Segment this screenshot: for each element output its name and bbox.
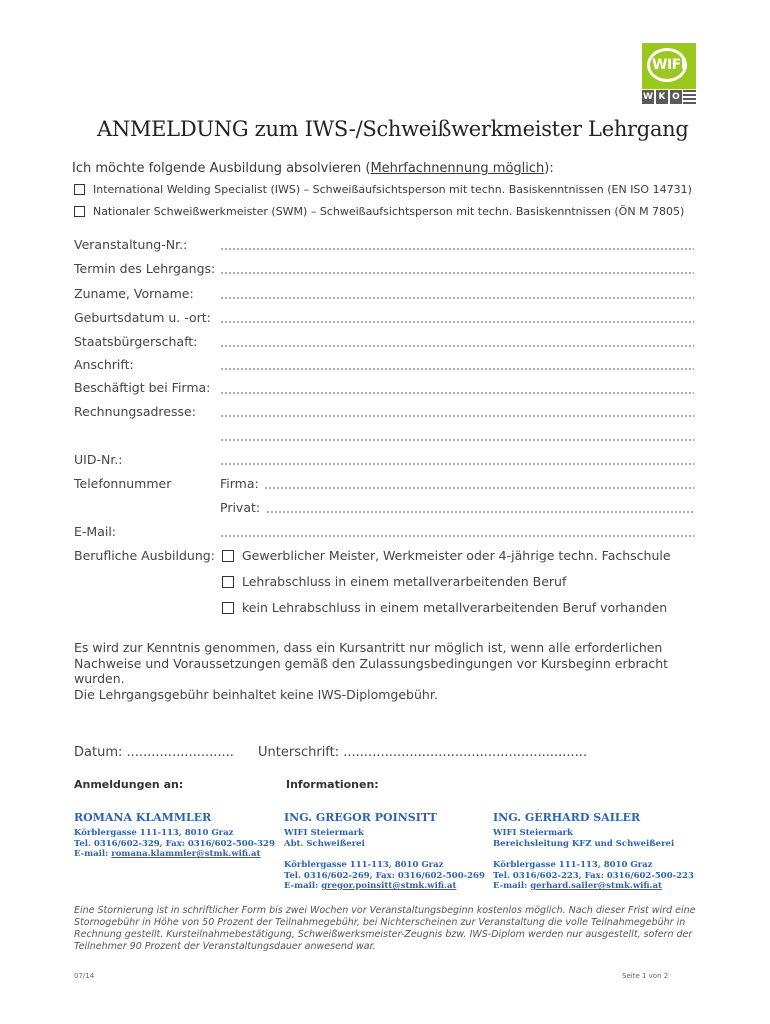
field-geburt[interactable] xyxy=(220,321,694,323)
footer-page-number: Seite 1 von 2 xyxy=(622,972,669,980)
field-name[interactable] xyxy=(220,297,694,299)
date-field[interactable]: Datum: .......................... xyxy=(74,745,234,760)
wifi-wko-logo xyxy=(642,43,696,105)
sailer-phone: Tel. 0316/602-223, Fax: 0316/602-500-223 xyxy=(493,870,694,881)
logo-letter-w: W xyxy=(643,92,653,102)
checkbox-kein[interactable] xyxy=(222,602,234,614)
field-termin[interactable] xyxy=(220,272,694,274)
label-tel-firma: Firma: xyxy=(220,476,259,491)
poinsitt-address: Körblergasse 111-113, 8010 Graz xyxy=(284,860,444,870)
logo-green-block xyxy=(642,43,696,89)
klammler-phone: Tel. 0316/602-329, Fax: 0316/602-500-329 xyxy=(74,838,275,849)
notice-line-2: Nachweise und Voraussetzungen gemäß den Zulassungsbedingungen vor Kursbeginn erbracht wurden. xyxy=(74,655,669,686)
informationen-header: Informationen: xyxy=(286,778,379,791)
intro-text xyxy=(72,161,554,176)
option-swm-label: Nationaler Schweißwerkmeister (SWM) – Schweißaufsichtsperson mit techn. Basiskenntnissen (ÖN M 7805) xyxy=(93,205,685,218)
anmeldungen-header: Anmeldungen an: xyxy=(74,778,184,791)
label-rechnung: Rechnungsadresse: xyxy=(74,404,196,419)
label-uid: UID-Nr.: xyxy=(74,452,123,467)
klammler-email-link[interactable]: romana.klammler@stmk.wifi.at xyxy=(111,849,261,859)
ausbildung-option-kein-label: kein Lehrabschluss in einem metallverarbeitenden Beruf vorhanden xyxy=(242,600,668,615)
intro-start: Ich möchte folgende Ausbildung absolvieren ( xyxy=(72,161,371,176)
field-firma[interactable] xyxy=(220,392,694,394)
ausbildung-option-lehrabschluss[interactable] xyxy=(222,574,566,589)
label-email: E-Mail: xyxy=(74,524,117,539)
checkbox-swm[interactable] xyxy=(74,206,85,217)
cancellation-line-3: Rechnung gestellt. Kursteilnahmebestätigung, Schweißwerksmeister-Zeugnis bzw. IWS-Diplom werden nur ausgestellt, sofern der xyxy=(74,929,693,940)
checkbox-lehrabschluss[interactable] xyxy=(222,576,234,588)
checkbox-meister[interactable] xyxy=(222,550,234,562)
poinsitt-org: WIFI Steiermark xyxy=(284,828,364,838)
logo-letter-k: K xyxy=(656,90,668,104)
notice-line-3: Die Lehrgangsgebühr beinhaltet keine IWS-Diplomgebühr. xyxy=(74,686,438,702)
poinsitt-dept: Abt. Schweißerei xyxy=(284,838,365,849)
field-staat[interactable] xyxy=(220,345,694,347)
poinsitt-name: ING. GREGOR POINSITT xyxy=(284,811,437,824)
label-tel-privat: Privat: xyxy=(220,500,261,515)
logo-wordmark: WIFI xyxy=(652,57,686,73)
checkbox-iws[interactable] xyxy=(74,184,85,195)
contact-klammler xyxy=(74,811,275,860)
field-veranstaltung[interactable] xyxy=(220,248,694,250)
label-telefon: Telefonnummer xyxy=(74,476,172,491)
label-name: Zuname, Vorname: xyxy=(74,286,194,301)
klammler-email-line xyxy=(74,849,275,860)
logo-stripes-icon xyxy=(683,90,696,104)
field-rechnung[interactable] xyxy=(220,415,694,417)
poinsitt-email-line xyxy=(284,881,485,892)
field-rechnung-2[interactable] xyxy=(220,439,694,441)
contact-poinsitt xyxy=(284,811,485,892)
sailer-address: Körblergasse 111-113, 8010 Graz xyxy=(493,860,653,870)
ausbildung-option-lehrabschluss-label: Lehrabschluss in einem metallverarbeitenden Beruf xyxy=(242,574,567,589)
label-termin: Termin des Lehrgangs: xyxy=(74,261,216,276)
notice-paragraph xyxy=(74,640,714,702)
option-swm[interactable] xyxy=(74,205,684,218)
sailer-email-label: E-mail: xyxy=(493,881,531,891)
cancellation-note xyxy=(74,905,710,953)
sailer-dept: Bereichsleitung KFZ und Schweißerei xyxy=(493,838,675,849)
ausbildung-option-meister[interactable] xyxy=(222,548,671,563)
ausbildung-option-meister-label: Gewerblicher Meister, Werkmeister oder 4-jährige techn. Fachschule xyxy=(242,548,671,563)
intro-end: ): xyxy=(544,161,554,176)
label-staat: Staatsbürgerschaft: xyxy=(74,334,198,349)
field-tel-privat[interactable] xyxy=(266,511,694,513)
klammler-address: Körblergasse 111-113, 8010 Graz xyxy=(74,828,234,838)
intro-underlined: Mehrfachnennung möglich xyxy=(370,161,545,176)
klammler-email-label: E-mail: xyxy=(74,849,112,859)
sailer-name: ING. GERHARD SAILER xyxy=(493,811,641,824)
signature-field[interactable]: Unterschrift: ........................................................... xyxy=(258,745,588,760)
sailer-email-line xyxy=(493,881,694,892)
sailer-org: WIFI Steiermark xyxy=(493,828,573,838)
sailer-email-link[interactable]: gerhard.sailer@stmk.wifi.at xyxy=(530,881,662,891)
option-iws-label: International Welding Specialist (IWS) – Schweißaufsichtsperson mit techn. Basiskenntnissen (EN ISO 14731) xyxy=(93,183,692,196)
label-anschrift: Anschrift: xyxy=(74,357,134,372)
page-title: ANMELDUNG zum IWS-/Schweißwerkmeister Lehrgang xyxy=(97,117,689,141)
field-tel-firma[interactable] xyxy=(264,487,694,489)
cancellation-line-4: Teilnehmer 90 Prozent der Veranstaltungsdauer anwesend war. xyxy=(74,941,376,952)
cancellation-line-1: Eine Stornierung ist in schriftlicher Form bis zwei Wochen vor Veranstaltungsbeginn kostenlos möglich. Nach dieser Frist wird eine xyxy=(74,905,696,916)
contact-sailer xyxy=(493,811,694,892)
logo-chamber-mark xyxy=(642,90,682,104)
option-iws[interactable] xyxy=(74,183,692,196)
ausbildung-option-kein[interactable] xyxy=(222,600,667,615)
notice-line-1: Es wird zur Kenntnis genommen, dass ein Kursantritt nur möglich ist, wenn alle erforderlichen xyxy=(74,640,663,655)
label-geburt: Geburtsdatum u. -ort: xyxy=(74,310,211,325)
field-uid[interactable] xyxy=(220,463,694,465)
field-email[interactable] xyxy=(220,535,694,537)
footer-version: 07/14 xyxy=(74,972,95,980)
cancellation-line-2: Stornogebühr in Höhe von 50 Prozent der Teilnahmegebühr, bei Nichterscheinen zur Veranstaltung die volle Teilnahmegebühr in xyxy=(74,917,686,928)
logo-letter-o: O xyxy=(670,90,682,104)
field-anschrift[interactable] xyxy=(220,368,694,370)
label-veranstaltung: Veranstaltung-Nr.: xyxy=(74,237,188,252)
label-ausbildung: Berufliche Ausbildung: xyxy=(74,548,215,563)
poinsitt-email-label: E-mail: xyxy=(284,881,322,891)
klammler-name: ROMANA KLAMMLER xyxy=(74,811,212,824)
label-firma: Beschäftigt bei Firma: xyxy=(74,380,211,395)
poinsitt-phone: Tel. 0316/602-269, Fax: 0316/602-500-269 xyxy=(284,870,485,881)
poinsitt-email-link[interactable]: gregor.poinsitt@stmk.wifi.at xyxy=(321,881,457,891)
